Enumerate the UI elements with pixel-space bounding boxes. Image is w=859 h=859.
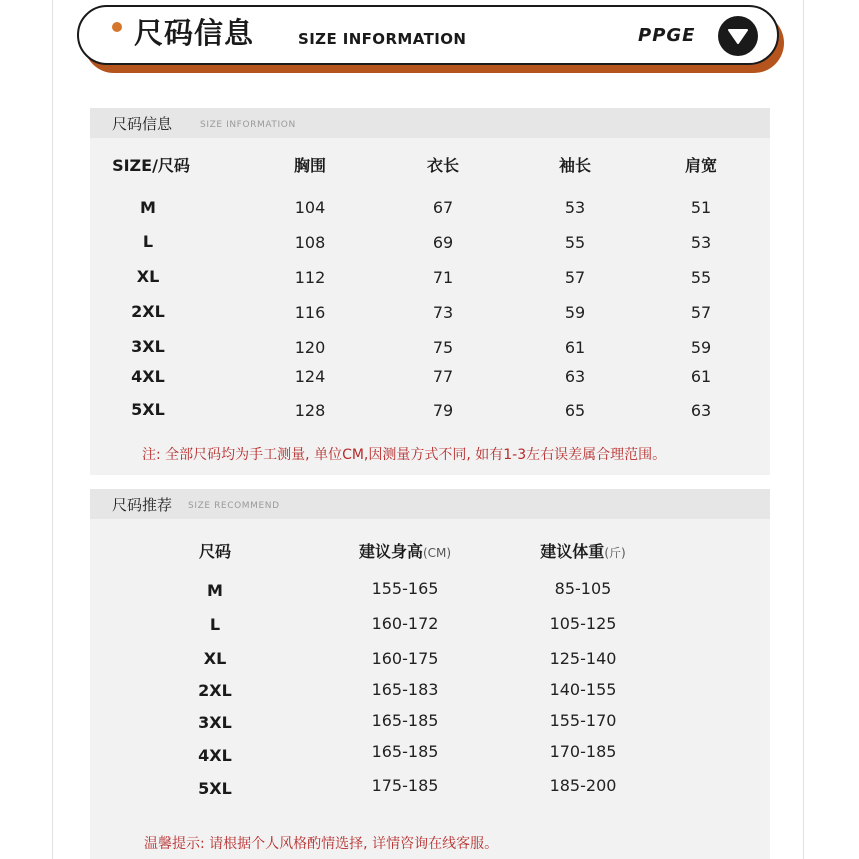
size-recommend-value-cell: 175-185 — [371, 776, 439, 795]
column-unit: (斤) — [604, 546, 626, 560]
size-recommend-value-cell: 165-185 — [371, 711, 439, 730]
size-info-value-cell: 124 — [294, 367, 326, 386]
column-label: 尺码 — [198, 542, 232, 561]
column-label: 建议身高 — [358, 542, 423, 561]
size-info-value-cell: 55 — [690, 268, 712, 287]
size-recommend-value-cell: 165-183 — [371, 680, 439, 699]
size-info-value-cell: 75 — [432, 338, 454, 357]
column-label: 建议体重 — [540, 542, 605, 561]
size-recommend-size-cell: 4XL — [198, 746, 232, 765]
size-info-column-header: 衣长 — [426, 156, 460, 175]
size-info-column-header: 袖长 — [558, 156, 592, 175]
size-info-size-cell: 5XL — [131, 400, 165, 419]
size-recommend-value-cell: 160-175 — [371, 649, 439, 668]
size-info-value-cell: 53 — [564, 198, 586, 217]
size-recommend-subtitle: SIZE RECOMMEND — [188, 501, 280, 511]
size-info-value-cell: 63 — [690, 401, 712, 420]
size-recommend-value-cell: 105-125 — [549, 614, 617, 633]
size-info-value-cell: 61 — [564, 338, 586, 357]
size-info-size-cell: 2XL — [131, 302, 165, 321]
size-recommend-header — [90, 489, 770, 519]
size-info-value-cell: 112 — [294, 268, 326, 287]
size-recommend-note: 温馨提示: 请根据个人风格酌情选择, 详情咨询在线客服。 — [144, 836, 499, 852]
size-info-value-cell: 67 — [432, 198, 454, 217]
size-info-value-cell: 61 — [690, 367, 712, 386]
size-info-subtitle: SIZE INFORMATION — [200, 120, 296, 130]
size-info-value-cell: 51 — [690, 198, 712, 217]
size-recommend-value-cell: 85-105 — [554, 579, 612, 598]
dropdown-toggle-button[interactable] — [718, 16, 758, 56]
size-recommend-column-header — [540, 541, 625, 564]
size-recommend-size-cell: M — [207, 581, 223, 600]
size-info-size-cell: 4XL — [131, 367, 165, 386]
size-info-value-cell: 120 — [294, 338, 326, 357]
size-info-value-cell: 116 — [294, 303, 326, 322]
size-recommend-column-header — [199, 541, 231, 563]
size-recommend-value-cell: 125-140 — [549, 649, 617, 668]
right-border — [803, 0, 804, 859]
size-info-value-cell: 77 — [432, 367, 454, 386]
size-info-size-cell: L — [142, 232, 154, 251]
size-info-value-cell: 55 — [564, 233, 586, 252]
size-recommend-column-header — [359, 541, 451, 564]
size-recommend-value-cell: 155-170 — [549, 711, 617, 730]
size-info-value-cell: 59 — [690, 338, 712, 357]
size-recommend-size-cell: 2XL — [198, 681, 232, 700]
size-recommend-size-cell: 5XL — [198, 779, 232, 798]
size-recommend-value-cell: 165-185 — [371, 742, 439, 761]
size-info-value-cell: 73 — [432, 303, 454, 322]
size-info-note: 注: 全部尺码均为手工测量, 单位CM,因测量方式不同, 如有1-3左右误差属合理范围。 — [142, 447, 667, 463]
size-info-value-cell: 65 — [564, 401, 586, 420]
size-info-size-cell: M — [140, 198, 156, 217]
size-recommend-size-cell: XL — [203, 649, 227, 668]
size-recommend-value-cell: 160-172 — [371, 614, 439, 633]
size-info-value-cell: 108 — [294, 233, 326, 252]
size-info-column-header: 肩宽 — [684, 156, 718, 175]
header-subtitle: SIZE INFORMATION — [298, 30, 467, 48]
size-info-size-cell: 3XL — [131, 337, 165, 356]
left-border — [52, 0, 53, 859]
header-title: 尺码信息 — [134, 16, 255, 50]
size-recommend-size-cell: 3XL — [198, 713, 232, 732]
brand-logo: PPGE — [638, 25, 696, 46]
header-dot-icon — [112, 22, 122, 32]
size-info-size-cell: XL — [136, 267, 160, 286]
size-info-value-cell: 79 — [432, 401, 454, 420]
size-recommend-value-cell: 140-155 — [549, 680, 617, 699]
size-info-value-cell: 63 — [564, 367, 586, 386]
column-unit: (CM) — [422, 546, 452, 560]
size-recommend-value-cell: 170-185 — [549, 742, 617, 761]
size-recommend-value-cell: 155-165 — [371, 579, 439, 598]
size-info-value-cell: 59 — [564, 303, 586, 322]
size-info-value-cell: 57 — [690, 303, 712, 322]
size-info-value-cell: 57 — [564, 268, 586, 287]
size-info-column-header: 胸围 — [293, 156, 327, 175]
size-info-value-cell: 53 — [690, 233, 712, 252]
size-info-value-cell: 128 — [294, 401, 326, 420]
chevron-down-icon — [718, 16, 758, 56]
size-info-value-cell: 69 — [432, 233, 454, 252]
size-info-title: 尺码信息 — [112, 115, 173, 133]
size-info-column-header: SIZE/尺码 — [112, 156, 190, 175]
size-info-value-cell: 104 — [294, 198, 326, 217]
size-recommend-size-cell: L — [209, 615, 221, 634]
size-info-value-cell: 71 — [432, 268, 454, 287]
size-recommend-value-cell: 185-200 — [549, 776, 617, 795]
size-recommend-title: 尺码推荐 — [112, 496, 173, 514]
size-info-header — [90, 108, 770, 138]
